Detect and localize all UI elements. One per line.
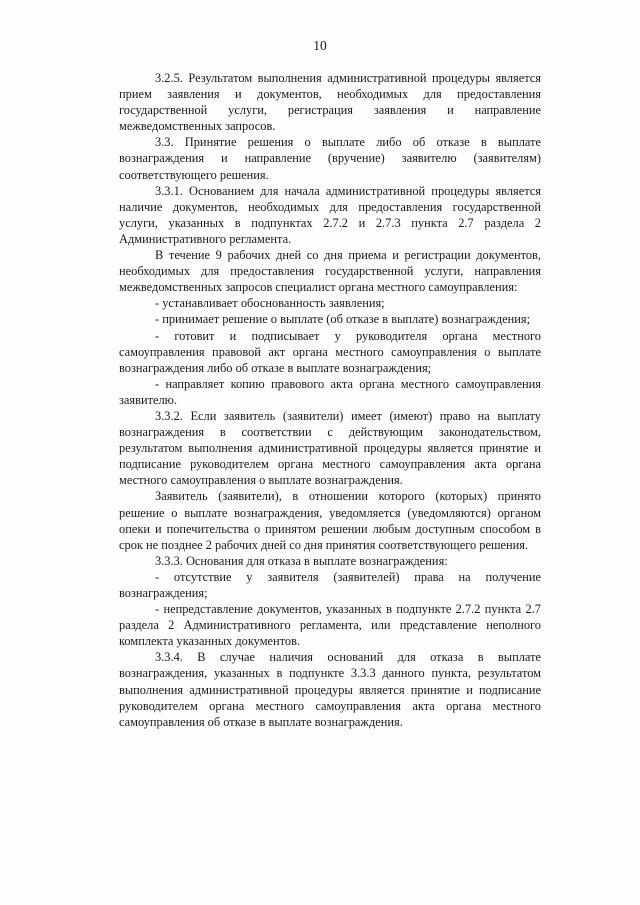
paragraph: Заявитель (заявители), в отношении которого (которых) принято решение о выплате вознаграждения, уведомляется (уведомляются) органом опеки и попечительства о принятом решении любым доступным способом в срок не позднее 2 рабочих дней со дня принятия соответствующего решения. xyxy=(119,489,541,552)
paragraph: 3.3.3. Основания для отказа в выплате вознаграждения: xyxy=(155,553,448,568)
page-number: 10 xyxy=(313,38,327,53)
paragraph: - принимает решение о выплате (об отказе в выплате) вознаграждения; xyxy=(155,312,531,327)
paragraph: - непредставление документов, указанных в подпункте 2.7.2 пункта 2.7 раздела 2 Административного регламента, или представление неполного комплекта указанных документов. xyxy=(119,602,541,649)
paragraph: 3.2.5. Результатом выполнения административной процедуры является прием заявления и документов, необходимых для предоставления государственной услуги, регистрация заявления и направление межведомственных запросов. xyxy=(119,71,541,134)
paragraph: 3.3.4. В случае наличия оснований для отказа в выплате вознаграждения, указанных в подпункте 3.3.3 данного пункта, результатом выполнения административной процедуры является принятие и подписание руководителем органа местного самоуправления акта органа местного самоуправления об отказе в выплате вознаграждения. xyxy=(119,650,541,729)
paragraph: - готовит и подписывает у руководителя органа местного самоуправления правовой акт органа местного самоуправления о выплате вознаграждения либо об отказе в выплате вознаграждения; xyxy=(119,328,541,375)
paragraph: 3.3.1. Основанием для начала административной процедуры является наличие документов, необходимых для предоставления государственной услуги, указанных в подпунктах 2.7.2 и 2.7.3 пункта 2.7 раздела 2 Административного регламента. xyxy=(119,183,541,246)
paragraph: - устанавливает обоснованность заявления; xyxy=(155,296,385,311)
paragraph: 3.3. Принятие решения о выплате либо об отказе в выплате вознаграждения и направление (вручение) заявителю (заявителям) соответствующего решения. xyxy=(119,135,541,182)
document-body xyxy=(119,70,541,730)
paragraph: - отсутствие у заявителя (заявителей) права на получение вознаграждения; xyxy=(119,569,541,600)
paragraph: - направляет копию правового акта органа местного самоуправления заявителю. xyxy=(119,376,541,407)
paragraph: В течение 9 рабочих дней со дня приема и регистрации документов, необходимых для предоставления государственной услуги, направления межведомственных запросов специалист органа местного самоуправления: xyxy=(119,248,541,295)
paragraph: 3.3.2. Если заявитель (заявители) имеет (имеют) право на выплату вознаграждения в соответствии с действующим законодательством, результатом выполнения административной процедуры является принятие и подписание руководителем органа местного самоуправления акта органа местного самоуправления о выплате вознаграждения. xyxy=(119,408,541,488)
